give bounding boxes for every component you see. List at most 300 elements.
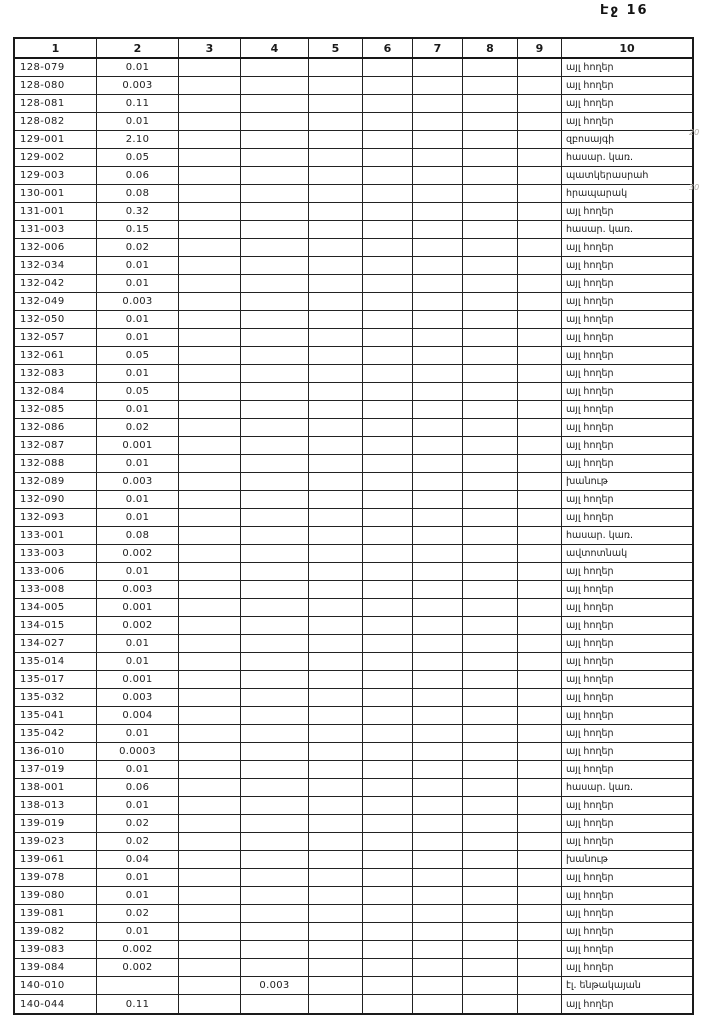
cell-parcel-code: 132-006 xyxy=(15,239,97,256)
cell-col4-value xyxy=(241,275,309,292)
cell-parcel-code: 132-085 xyxy=(15,401,97,418)
cell-empty xyxy=(463,239,518,256)
cell-empty xyxy=(463,905,518,922)
cell-empty xyxy=(309,761,363,778)
cell-empty xyxy=(309,509,363,526)
cell-parcel-code: 131-003 xyxy=(15,221,97,238)
cell-empty xyxy=(309,77,363,94)
cell-area-value: 0.001 xyxy=(97,671,179,688)
cell-empty xyxy=(309,959,363,976)
cell-empty xyxy=(179,149,241,166)
cell-empty xyxy=(179,905,241,922)
cell-parcel-code: 139-084 xyxy=(15,959,97,976)
cell-empty xyxy=(309,275,363,292)
header-cell: 8 xyxy=(463,39,518,57)
cell-empty xyxy=(309,491,363,508)
cell-empty xyxy=(179,689,241,706)
cell-empty xyxy=(413,599,463,616)
cell-empty xyxy=(518,905,562,922)
cell-land-use-type: այլ հողեր xyxy=(566,404,614,415)
cell-col4-value xyxy=(241,725,309,742)
cell-empty xyxy=(363,977,413,994)
cell-empty xyxy=(518,887,562,904)
cell-empty xyxy=(309,239,363,256)
cell-area-value: 0.001 xyxy=(97,599,179,616)
cell-empty xyxy=(363,257,413,274)
cell-parcel-code: 136-010 xyxy=(15,743,97,760)
cell-empty xyxy=(518,329,562,346)
table-row xyxy=(15,671,692,689)
cell-area-value: 0.02 xyxy=(97,833,179,850)
cell-empty xyxy=(363,239,413,256)
cell-empty xyxy=(413,185,463,202)
cell-parcel-code: 131-001 xyxy=(15,203,97,220)
cell-col4-value xyxy=(241,635,309,652)
header-cell: 2 xyxy=(97,39,179,57)
cell-col4-value xyxy=(241,851,309,868)
cell-empty xyxy=(309,779,363,796)
cell-col4-value: 0.003 xyxy=(241,977,309,994)
cell-land-use-type: խանութ xyxy=(566,476,608,487)
cell-land-use-type: խանութ xyxy=(566,854,608,865)
cell-parcel-code: 132-042 xyxy=(15,275,97,292)
table-row xyxy=(15,923,692,941)
cell-empty xyxy=(179,113,241,130)
cell-land-use-type: այլ հողեր xyxy=(566,440,614,451)
cell-parcel-code: 132-050 xyxy=(15,311,97,328)
cell-land-use-type: էլ. ենթակայան xyxy=(566,980,641,991)
cell-empty xyxy=(363,383,413,400)
cell-empty xyxy=(179,581,241,598)
cell-land-use-type: այլ հողեր xyxy=(566,116,614,127)
cell-empty xyxy=(363,167,413,184)
cell-col4-value xyxy=(241,671,309,688)
cell-parcel-code: 139-023 xyxy=(15,833,97,850)
cell-col4-value xyxy=(241,995,309,1013)
table-row xyxy=(15,653,692,671)
table-header-row xyxy=(15,39,692,59)
cell-parcel-code: 132-084 xyxy=(15,383,97,400)
cell-empty xyxy=(179,599,241,616)
table-row xyxy=(15,437,692,455)
cell-empty xyxy=(309,257,363,274)
cell-empty xyxy=(413,77,463,94)
cell-empty xyxy=(518,977,562,994)
cell-col4-value xyxy=(241,815,309,832)
table-row xyxy=(15,743,692,761)
cell-empty xyxy=(413,347,463,364)
cell-parcel-code: 139-078 xyxy=(15,869,97,886)
cell-empty xyxy=(309,689,363,706)
cell-empty xyxy=(179,977,241,994)
cell-land-use-type: այլ հողեր xyxy=(566,620,614,631)
cell-empty xyxy=(518,599,562,616)
cell-empty xyxy=(179,473,241,490)
table-row xyxy=(15,293,692,311)
cell-col4-value xyxy=(241,743,309,760)
cell-area-value: 0.002 xyxy=(97,545,179,562)
cell-empty xyxy=(518,851,562,868)
cell-empty xyxy=(179,671,241,688)
table-row xyxy=(15,995,692,1013)
cell-empty xyxy=(413,833,463,850)
cell-empty xyxy=(363,779,413,796)
cell-col4-value xyxy=(241,473,309,490)
cell-empty xyxy=(463,131,518,148)
cell-area-value: 0.01 xyxy=(97,455,179,472)
cell-empty xyxy=(363,185,413,202)
cell-empty xyxy=(309,617,363,634)
cell-empty xyxy=(518,239,562,256)
cell-empty xyxy=(309,221,363,238)
cell-empty xyxy=(179,617,241,634)
cell-land-use-type: այլ հողեր xyxy=(566,368,614,379)
cell-empty xyxy=(463,707,518,724)
cell-empty xyxy=(179,77,241,94)
cell-empty xyxy=(309,293,363,310)
cell-col4-value xyxy=(241,167,309,184)
cell-empty xyxy=(518,995,562,1013)
table-row xyxy=(15,383,692,401)
cell-empty xyxy=(518,203,562,220)
cell-empty xyxy=(518,185,562,202)
cell-empty xyxy=(363,743,413,760)
cell-empty xyxy=(463,365,518,382)
cell-empty xyxy=(363,149,413,166)
cell-parcel-code: 132-087 xyxy=(15,437,97,454)
table-row xyxy=(15,563,692,581)
cell-land-use-type: այլ հողեր xyxy=(566,566,614,577)
cell-empty xyxy=(309,941,363,958)
cell-col4-value xyxy=(241,707,309,724)
cell-empty xyxy=(463,95,518,112)
cell-empty xyxy=(518,959,562,976)
cell-area-value: 0.05 xyxy=(97,347,179,364)
cell-col4-value xyxy=(241,383,309,400)
cell-empty xyxy=(179,941,241,958)
cell-empty xyxy=(518,311,562,328)
cell-parcel-code: 132-061 xyxy=(15,347,97,364)
cell-area-value: 0.01 xyxy=(97,563,179,580)
cell-empty xyxy=(363,959,413,976)
cell-empty xyxy=(179,707,241,724)
cell-empty xyxy=(518,293,562,310)
cell-empty xyxy=(463,617,518,634)
cell-parcel-code: 135-041 xyxy=(15,707,97,724)
cell-land-use-type: այլ հողեր xyxy=(566,206,614,217)
cell-empty xyxy=(363,419,413,436)
table-row xyxy=(15,851,692,869)
table-row xyxy=(15,329,692,347)
cell-empty xyxy=(518,455,562,472)
cell-empty xyxy=(179,383,241,400)
cell-empty xyxy=(179,59,241,76)
cell-area-value: 0.01 xyxy=(97,761,179,778)
cell-empty xyxy=(463,653,518,670)
table-row xyxy=(15,131,692,149)
table-row xyxy=(15,941,692,959)
cell-empty xyxy=(363,761,413,778)
cell-empty xyxy=(309,887,363,904)
cell-area-value: 0.15 xyxy=(97,221,179,238)
cell-col4-value xyxy=(241,923,309,940)
cell-empty xyxy=(518,365,562,382)
cell-empty xyxy=(463,869,518,886)
cell-empty xyxy=(413,329,463,346)
cell-empty xyxy=(179,365,241,382)
cell-col4-value xyxy=(241,959,309,976)
cell-empty xyxy=(518,689,562,706)
margin-note: 30 xyxy=(689,183,700,192)
cell-empty xyxy=(463,401,518,418)
cell-empty xyxy=(179,635,241,652)
cell-area-value xyxy=(97,977,179,994)
cell-empty xyxy=(518,95,562,112)
cell-col4-value xyxy=(241,797,309,814)
cell-empty xyxy=(413,977,463,994)
cell-empty xyxy=(463,185,518,202)
cell-area-value: 0.003 xyxy=(97,293,179,310)
cell-col4-value xyxy=(241,761,309,778)
cell-empty xyxy=(179,347,241,364)
cell-land-use-type: այլ հողեր xyxy=(566,62,614,73)
cell-empty xyxy=(309,671,363,688)
cell-parcel-code: 129-002 xyxy=(15,149,97,166)
cell-land-use-type: այլ հողեր xyxy=(566,242,614,253)
header-cell: 3 xyxy=(179,39,241,57)
cell-land-use-type: այլ հողեր xyxy=(566,998,614,1010)
cell-empty xyxy=(363,923,413,940)
table-row xyxy=(15,455,692,473)
cell-col4-value xyxy=(241,113,309,130)
cell-empty xyxy=(309,905,363,922)
cell-empty xyxy=(463,671,518,688)
header-cell: 6 xyxy=(363,39,413,57)
cell-empty xyxy=(179,761,241,778)
cell-empty xyxy=(309,311,363,328)
cell-land-use-type: այլ հողեր xyxy=(566,296,614,307)
cell-empty xyxy=(413,887,463,904)
cell-empty xyxy=(179,509,241,526)
cell-area-value: 0.05 xyxy=(97,149,179,166)
cell-area-value: 0.003 xyxy=(97,689,179,706)
cell-empty xyxy=(413,293,463,310)
cell-col4-value xyxy=(241,599,309,616)
cell-empty xyxy=(463,599,518,616)
cell-empty xyxy=(413,869,463,886)
table-row xyxy=(15,59,692,77)
cell-empty xyxy=(518,113,562,130)
cell-land-use-type: այլ հողեր xyxy=(566,494,614,505)
cell-empty xyxy=(309,797,363,814)
cell-empty xyxy=(309,455,363,472)
cell-empty xyxy=(518,221,562,238)
cell-empty xyxy=(518,581,562,598)
cell-land-use-type: այլ հողեր xyxy=(566,260,614,271)
table-row xyxy=(15,869,692,887)
table-row xyxy=(15,779,692,797)
cell-empty xyxy=(463,563,518,580)
cell-empty xyxy=(179,185,241,202)
cell-col4-value xyxy=(241,59,309,76)
cell-empty xyxy=(363,203,413,220)
cell-land-use-type: հասար. կառ. xyxy=(566,152,634,163)
cell-empty xyxy=(413,95,463,112)
cell-area-value: 0.01 xyxy=(97,401,179,418)
table-row xyxy=(15,491,692,509)
cell-area-value: 0.04 xyxy=(97,851,179,868)
table-row xyxy=(15,113,692,131)
cell-empty xyxy=(518,527,562,544)
cell-empty xyxy=(413,959,463,976)
cell-empty xyxy=(363,995,413,1013)
cell-empty xyxy=(363,545,413,562)
cell-land-use-type: այլ հողեր xyxy=(566,638,614,649)
cell-empty xyxy=(463,455,518,472)
table-row xyxy=(15,365,692,383)
table-row xyxy=(15,419,692,437)
cell-area-value: 0.01 xyxy=(97,113,179,130)
cell-area-value: 0.02 xyxy=(97,815,179,832)
cell-empty xyxy=(363,707,413,724)
cell-empty xyxy=(518,563,562,580)
cell-empty xyxy=(363,725,413,742)
cell-empty xyxy=(413,419,463,436)
cell-parcel-code: 135-014 xyxy=(15,653,97,670)
cell-empty xyxy=(363,599,413,616)
cell-area-value: 0.11 xyxy=(97,995,179,1013)
cell-empty xyxy=(179,491,241,508)
cell-col4-value xyxy=(241,455,309,472)
cell-empty xyxy=(179,563,241,580)
cell-area-value: 0.08 xyxy=(97,527,179,544)
cell-col4-value xyxy=(241,311,309,328)
cell-col4-value xyxy=(241,329,309,346)
cell-col4-value xyxy=(241,239,309,256)
cell-empty xyxy=(363,833,413,850)
table-row xyxy=(15,707,692,725)
cell-empty xyxy=(413,941,463,958)
cell-empty xyxy=(463,797,518,814)
cell-empty xyxy=(363,329,413,346)
cell-empty xyxy=(463,725,518,742)
table-row xyxy=(15,185,692,203)
cell-land-use-type: զբոսայգի xyxy=(566,134,615,145)
cell-empty xyxy=(179,329,241,346)
cell-empty xyxy=(179,779,241,796)
cell-empty xyxy=(518,671,562,688)
table-row xyxy=(15,833,692,851)
cell-parcel-code: 132-093 xyxy=(15,509,97,526)
cell-col4-value xyxy=(241,257,309,274)
cell-parcel-code: 140-044 xyxy=(15,995,97,1013)
cell-empty xyxy=(413,257,463,274)
cell-parcel-code: 128-080 xyxy=(15,77,97,94)
cell-empty xyxy=(463,293,518,310)
land-parcel-table xyxy=(13,37,694,1015)
cell-empty xyxy=(179,725,241,742)
cell-area-value: 0.01 xyxy=(97,797,179,814)
cell-land-use-type: այլ հողեր xyxy=(566,98,614,109)
cell-parcel-code: 135-017 xyxy=(15,671,97,688)
table-row xyxy=(15,815,692,833)
cell-empty xyxy=(463,743,518,760)
cell-empty xyxy=(413,527,463,544)
cell-empty xyxy=(413,311,463,328)
cell-empty xyxy=(363,221,413,238)
cell-col4-value xyxy=(241,581,309,598)
cell-parcel-code: 135-032 xyxy=(15,689,97,706)
cell-empty xyxy=(413,635,463,652)
cell-empty xyxy=(463,527,518,544)
cell-area-value: 0.06 xyxy=(97,779,179,796)
cell-parcel-code: 139-019 xyxy=(15,815,97,832)
table-row xyxy=(15,725,692,743)
cell-empty xyxy=(463,815,518,832)
cell-parcel-code: 139-083 xyxy=(15,941,97,958)
cell-area-value: 0.002 xyxy=(97,617,179,634)
cell-empty xyxy=(363,617,413,634)
cell-area-value: 0.01 xyxy=(97,257,179,274)
cell-empty xyxy=(518,437,562,454)
cell-area-value: 0.01 xyxy=(97,887,179,904)
cell-empty xyxy=(179,401,241,418)
table-row xyxy=(15,797,692,815)
cell-land-use-type: ավտոտնակ xyxy=(566,548,628,559)
table-row xyxy=(15,599,692,617)
header-cell: 5 xyxy=(309,39,363,57)
cell-empty xyxy=(309,563,363,580)
table-row xyxy=(15,149,692,167)
cell-empty xyxy=(363,455,413,472)
cell-land-use-type: այլ հողեր xyxy=(566,728,614,739)
cell-area-value: 0.01 xyxy=(97,491,179,508)
cell-empty xyxy=(309,833,363,850)
cell-empty xyxy=(309,869,363,886)
table-row xyxy=(15,887,692,905)
cell-empty xyxy=(363,563,413,580)
cell-area-value: 0.01 xyxy=(97,725,179,742)
cell-parcel-code: 129-001 xyxy=(15,131,97,148)
cell-empty xyxy=(179,293,241,310)
cell-empty xyxy=(413,239,463,256)
cell-area-value: 0.02 xyxy=(97,905,179,922)
cell-land-use-type: այլ հողեր xyxy=(566,944,614,955)
cell-empty xyxy=(518,743,562,760)
cell-empty xyxy=(518,923,562,940)
cell-empty xyxy=(179,743,241,760)
cell-land-use-type: այլ հողեր xyxy=(566,710,614,721)
cell-empty xyxy=(518,941,562,958)
cell-area-value: 0.01 xyxy=(97,653,179,670)
cell-parcel-code: 132-088 xyxy=(15,455,97,472)
cell-col4-value xyxy=(241,941,309,958)
cell-area-value: 0.01 xyxy=(97,509,179,526)
cell-col4-value xyxy=(241,491,309,508)
cell-empty xyxy=(463,113,518,130)
table-row xyxy=(15,581,692,599)
table-row xyxy=(15,617,692,635)
cell-empty xyxy=(179,167,241,184)
cell-area-value: 2.10 xyxy=(97,131,179,148)
cell-col4-value xyxy=(241,887,309,904)
cell-parcel-code: 134-005 xyxy=(15,599,97,616)
table-row xyxy=(15,167,692,185)
cell-parcel-code: 132-034 xyxy=(15,257,97,274)
cell-empty xyxy=(463,941,518,958)
cell-empty xyxy=(518,617,562,634)
table-row xyxy=(15,509,692,527)
